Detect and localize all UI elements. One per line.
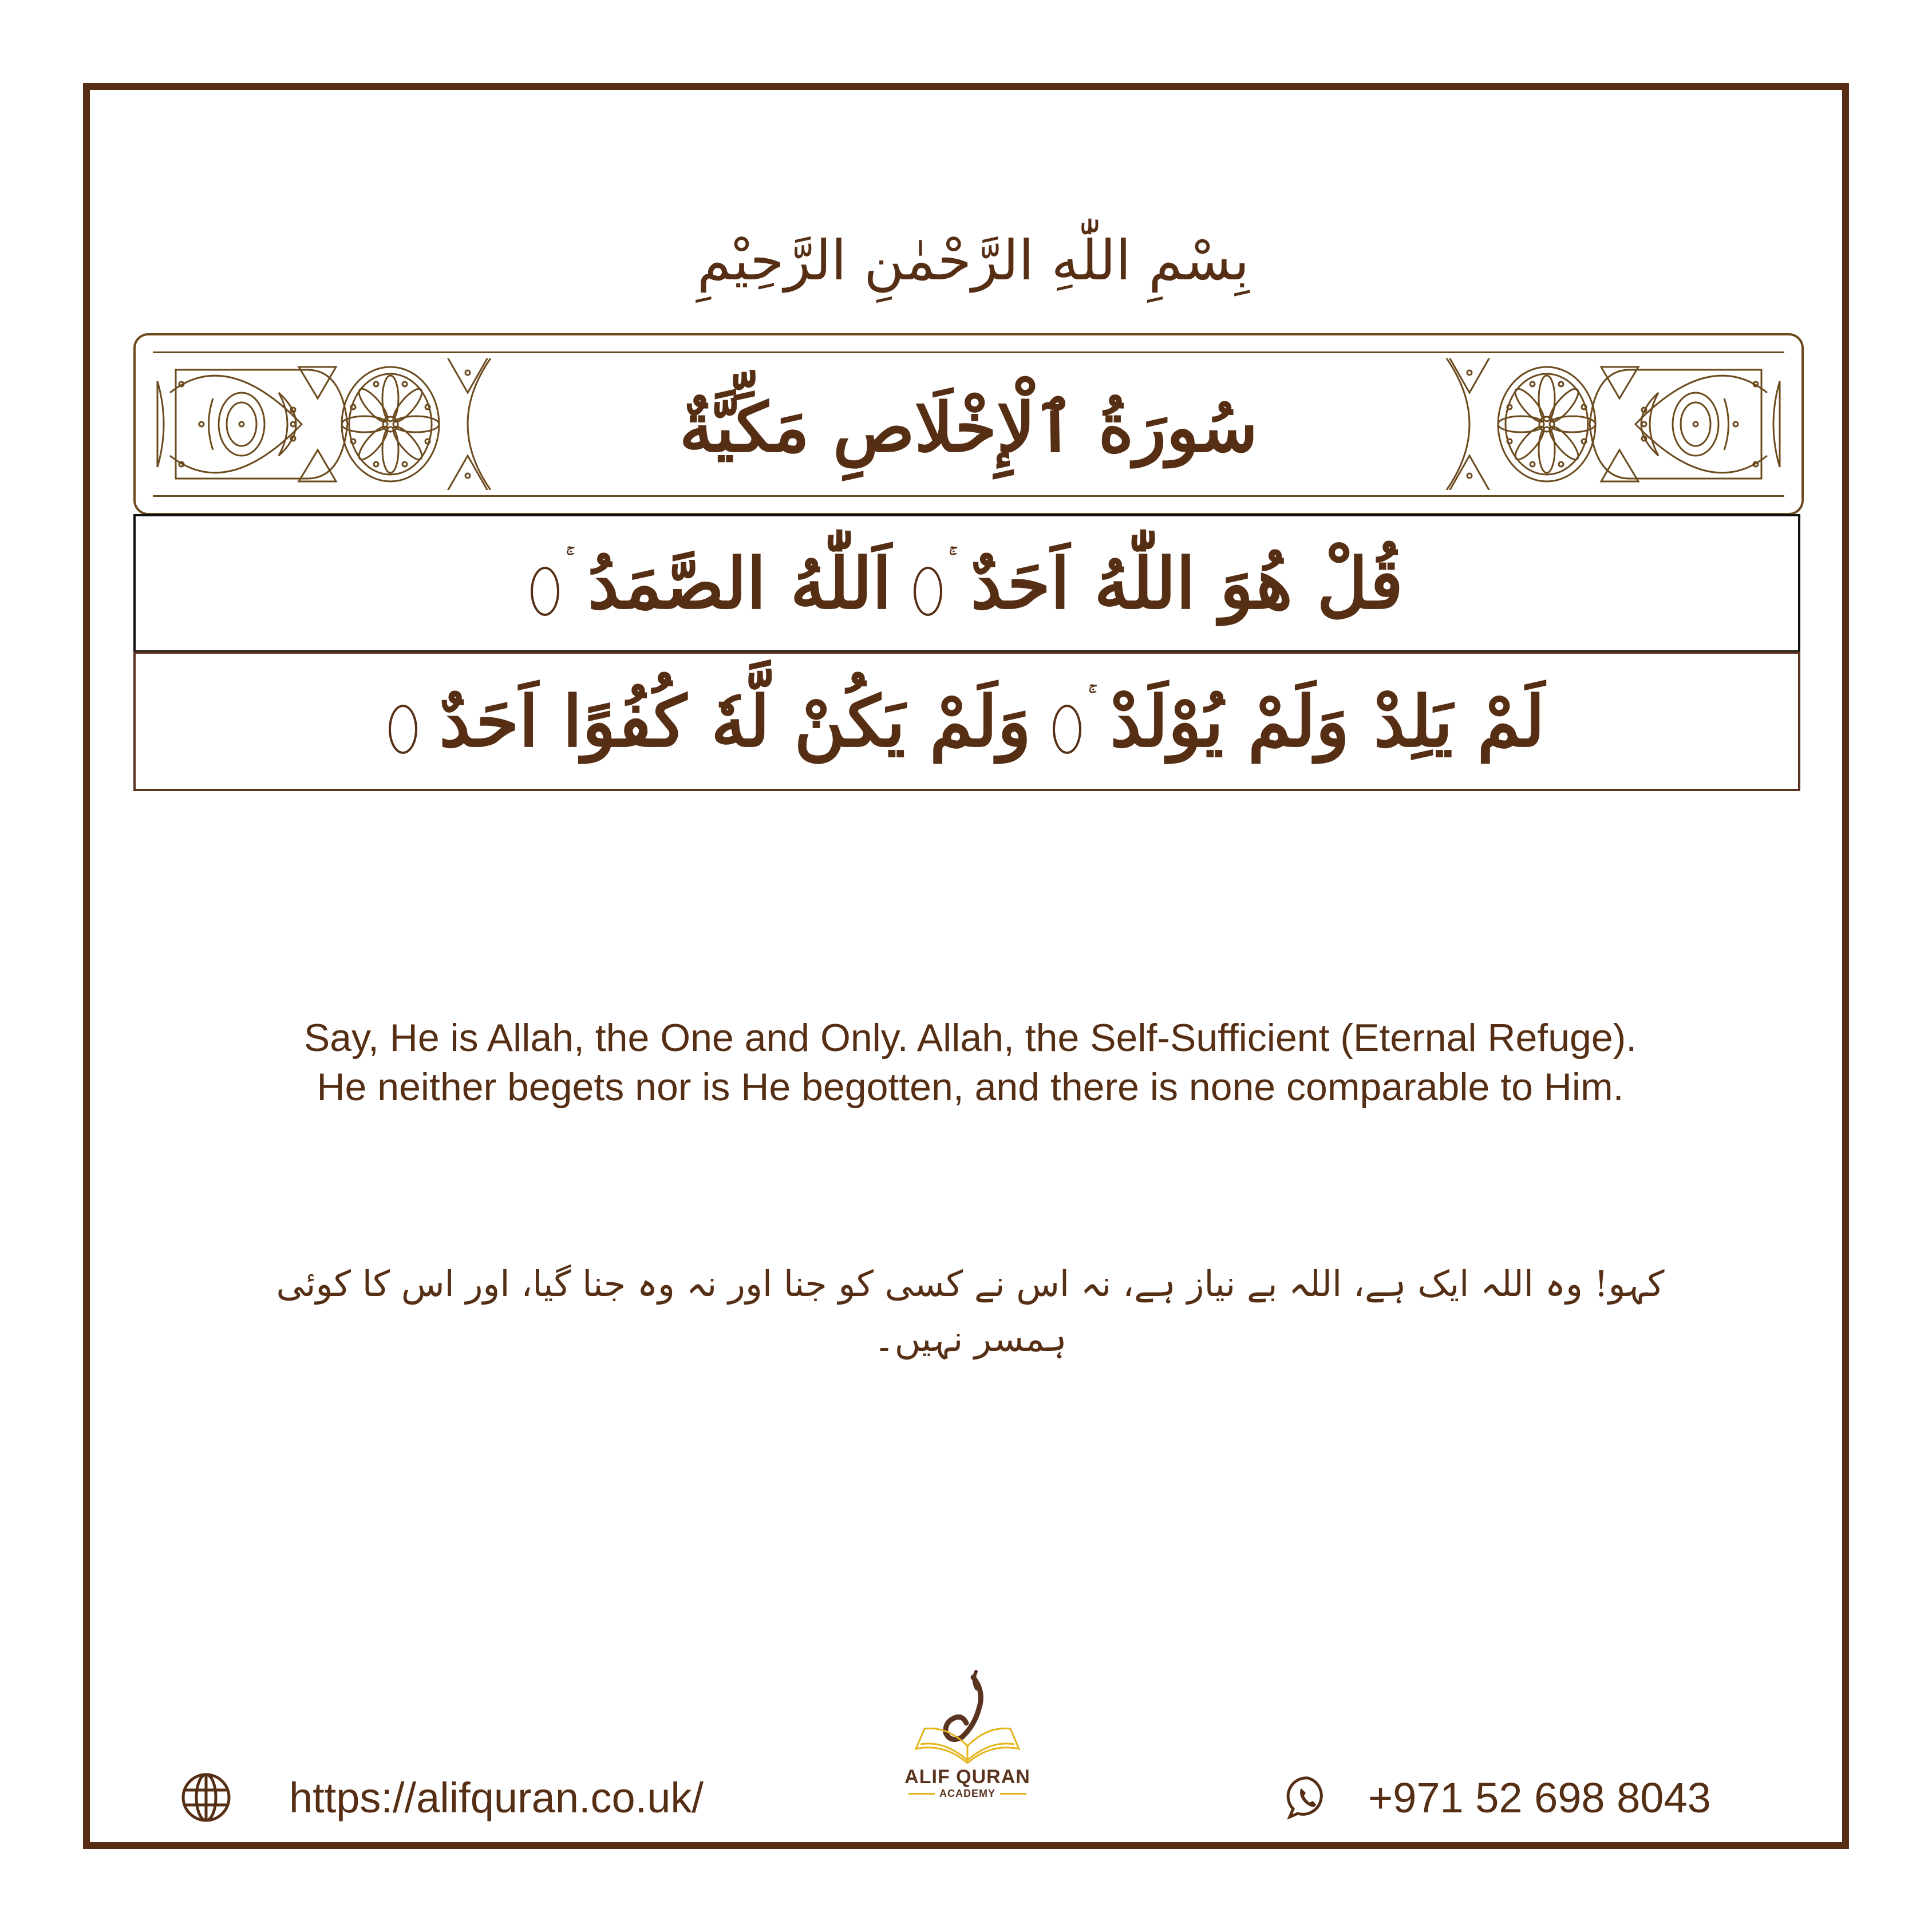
- surah-title-cartouche: [554, 351, 1384, 497]
- verse-line-1: [531, 542, 1404, 625]
- ayah-3-text: لَمْ يَلِدْ وَلَمْ يُوْلَدْ: [1110, 680, 1545, 762]
- ayah-end-marker-icon: [914, 567, 942, 616]
- website-contact[interactable]: [180, 1769, 704, 1826]
- ornament-left-icon: [147, 358, 548, 490]
- logo-name: ALIF QURAN: [904, 1766, 1030, 1788]
- website-link[interactable]: https://alifquran.co.uk/: [289, 1773, 704, 1822]
- logo-subtitle: ACADEMY: [939, 1788, 995, 1799]
- surah-title-banner: [133, 333, 1804, 515]
- globe-icon: [180, 1772, 232, 1823]
- open-quran-book-icon: [899, 1669, 1036, 1766]
- bismillah-calligraphy: بِسْمِ اللّٰهِ الرَّحْمٰنِ الرَّحِيْمِ: [697, 228, 1250, 293]
- logo-rule-right: [1000, 1793, 1026, 1795]
- whatsapp-icon: [1282, 1772, 1334, 1823]
- ayah-end-marker-icon: [531, 567, 559, 616]
- ornament-right-icon: [1389, 358, 1790, 490]
- ayah-end-marker-icon: [389, 705, 417, 754]
- ayah-2-text: اَللّٰهُ الصَّمَدُ: [587, 542, 892, 625]
- verse-row-2: [133, 651, 1800, 791]
- english-translation: Say, He is Allah, the One and Only. Allah, the Self-Sufficient (Eternal Refuge). He neither begets nor is He begotten, and there is none comparable to Him.: [303, 1016, 1637, 1109]
- urdu-translation: کہو! وہ اللہ ایک ہے، اللہ بے نیاز ہے، نہ اس نے کسی کو جنا اور نہ وہ جنا گیا، اور اس کا کوئی ہمسر نہیں۔: [276, 1263, 1665, 1360]
- ayah-4-text: وَلَمْ يَكُنْ لَّهٗ كُفُوًا اَحَدٌ: [439, 680, 1032, 762]
- logo-subtitle-row: [899, 1788, 1036, 1800]
- ayah-end-marker-icon: [1053, 705, 1081, 754]
- verse-line-2: [389, 680, 1545, 762]
- surah-title: سُورَةُ ٱلْإِخْلَاصِ مَكِّيَّةٌ: [679, 388, 1258, 467]
- phone-contact[interactable]: [1282, 1769, 1711, 1826]
- logo-rule-left: [908, 1793, 935, 1795]
- verse-row-1: [133, 514, 1800, 653]
- ayah-1-text: قُلْ هُوَ اللّٰهُ اَحَدٌ: [970, 542, 1404, 625]
- alif-quran-academy-logo: [899, 1669, 1036, 1806]
- phone-number[interactable]: +971 52 698 8043: [1368, 1773, 1711, 1822]
